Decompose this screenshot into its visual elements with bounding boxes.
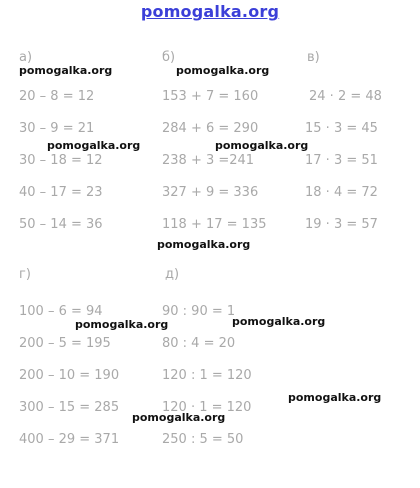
equation-b-5: 118 + 17 = 135: [162, 217, 267, 232]
equation-a-1: 20 – 8 = 12: [19, 89, 95, 104]
equation-d-5: 250 : 5 = 50: [162, 432, 244, 447]
section-label-d: д): [165, 267, 180, 282]
equation-b-4: 327 + 9 = 336: [162, 185, 259, 200]
watermark: pomogalka.org: [157, 238, 251, 251]
watermark: pomogalka.org: [232, 315, 326, 328]
watermark: pomogalka.org: [75, 318, 169, 331]
equation-v-1: 24 · 2 = 48: [309, 89, 382, 104]
watermark: pomogalka.org: [132, 411, 226, 424]
equation-b-1: 153 + 7 = 160: [162, 89, 259, 104]
equation-d-3: 120 : 1 = 120: [162, 368, 252, 383]
equation-g-4: 300 – 15 = 285: [19, 400, 120, 415]
equation-v-3: 17 · 3 = 51: [305, 153, 378, 168]
equation-a-4: 40 – 17 = 23: [19, 185, 103, 200]
equation-b-3: 238 + 3 =241: [162, 153, 255, 168]
equation-a-3: 30 – 18 = 12: [19, 153, 103, 168]
equation-a-2: 30 – 9 = 21: [19, 121, 95, 136]
equation-v-4: 18 · 4 = 72: [305, 185, 378, 200]
section-label-g: г): [19, 267, 31, 282]
watermark: pomogalka.org: [176, 64, 270, 77]
equation-g-3: 200 – 10 = 190: [19, 368, 120, 383]
watermark: pomogalka.org: [215, 139, 309, 152]
section-label-b: б): [162, 50, 176, 65]
section-label-a: а): [19, 50, 33, 65]
equation-g-2: 200 – 5 = 195: [19, 336, 111, 351]
watermark: pomogalka.org: [47, 139, 141, 152]
section-label-v: в): [307, 50, 320, 65]
equation-g-1: 100 – 6 = 94: [19, 304, 103, 319]
equation-v-2: 15 · 3 = 45: [305, 121, 378, 136]
watermark: pomogalka.org: [19, 64, 113, 77]
watermark: pomogalka.org: [288, 391, 382, 404]
equation-d-4: 120 · 1 = 120: [162, 400, 252, 415]
equation-d-1: 90 : 90 = 1: [162, 304, 236, 319]
equation-v-5: 19 · 3 = 57: [305, 217, 378, 232]
equation-d-2: 80 : 4 = 20: [162, 336, 236, 351]
equation-a-5: 50 – 14 = 36: [19, 217, 103, 232]
site-title[interactable]: pomogalka.org: [140, 2, 280, 21]
equation-b-2: 284 + 6 = 290: [162, 121, 259, 136]
equation-g-5: 400 – 29 = 371: [19, 432, 120, 447]
